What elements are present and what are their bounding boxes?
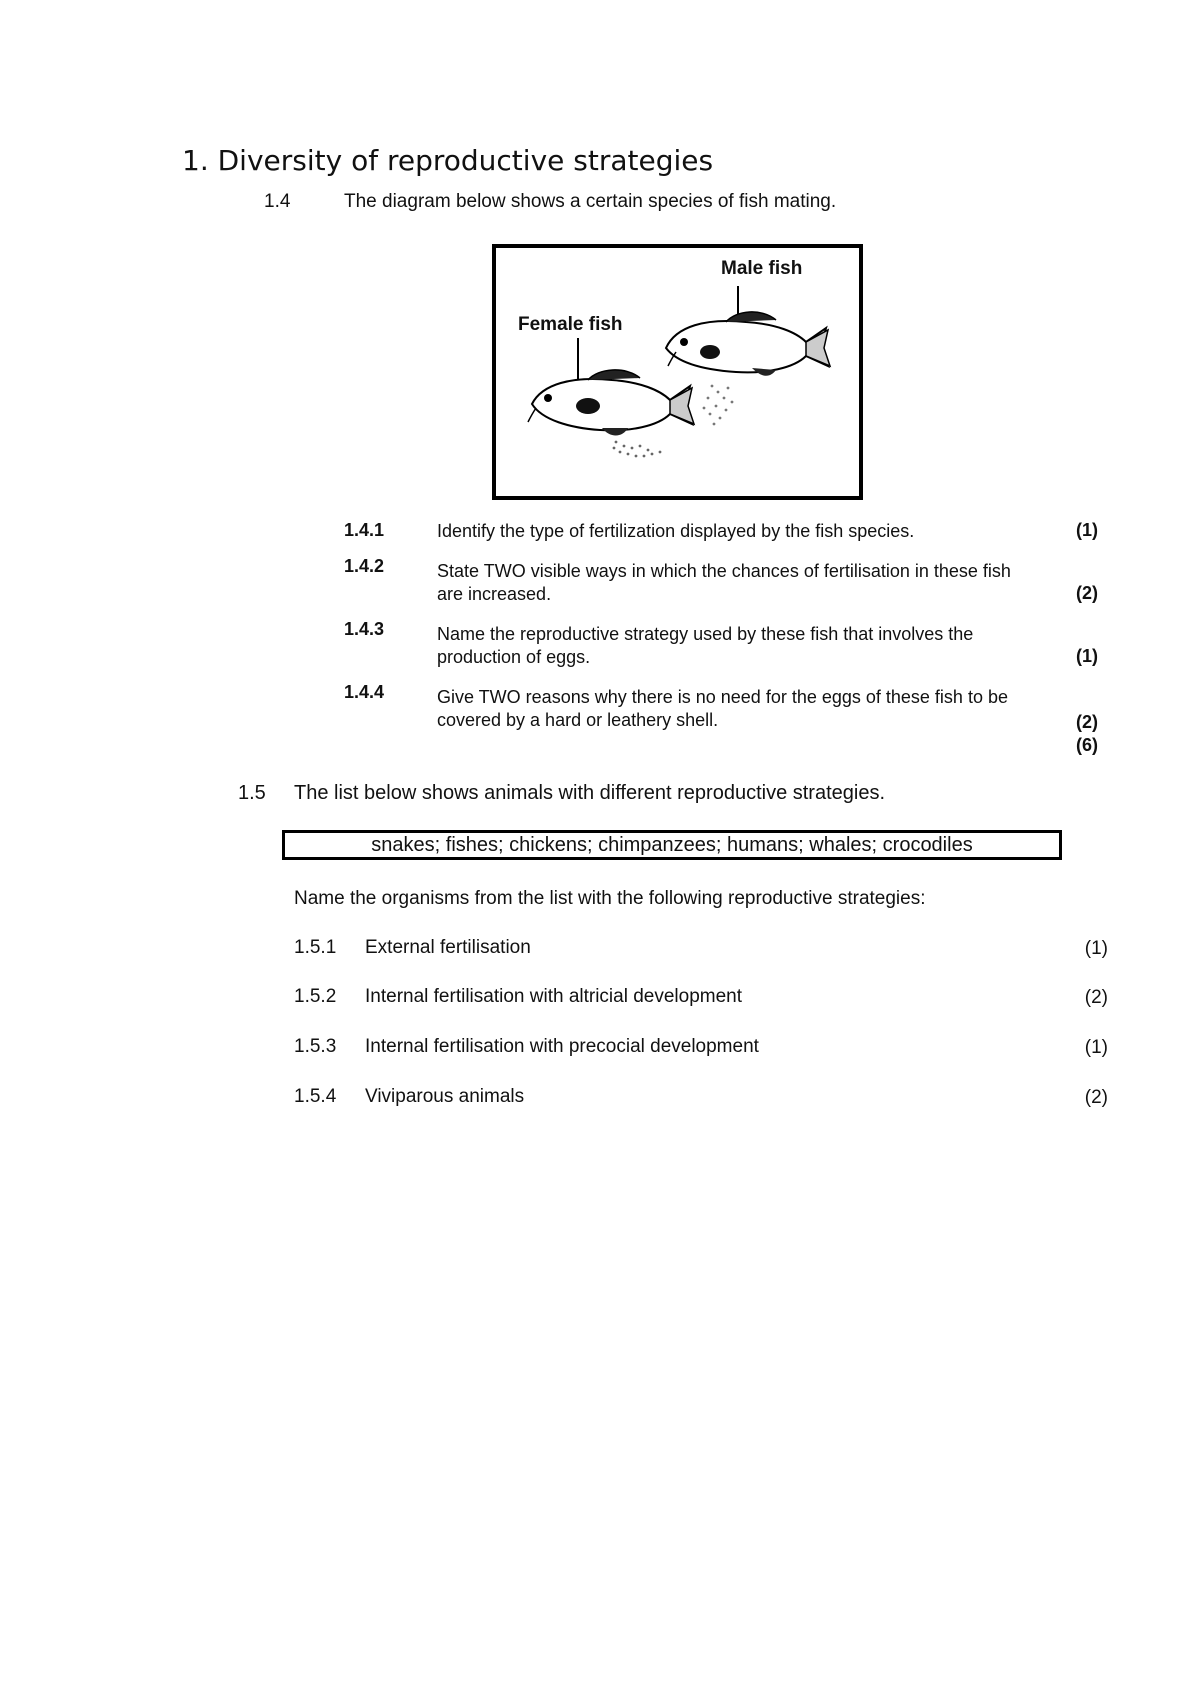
subquestion-text: Internal fertilisation with precocial development [365,1036,759,1057]
question-number: 1.4 [264,191,291,212]
mark: (1) [1084,938,1108,959]
mark: (2) [1076,712,1098,732]
subquestion-number: 1.4.4 [344,682,385,702]
subquestion-number: 1.5.4 [294,1086,337,1107]
subquestion-number: 1.5.1 [294,937,337,958]
mark: (2) [1076,583,1098,603]
instruction-text: Name the organisms from the list with the following reproductive strategies: [294,888,926,909]
mark: (2) [1084,987,1108,1008]
animal-list-box: snakes; fishes; chickens; chimpanzees; humans; whales; crocodiles [282,830,1062,860]
female-fish [528,370,694,436]
eggs [613,441,662,458]
subquestion-text: Viviparous animals [365,1086,525,1107]
sperm-cloud [703,385,734,426]
question-text: The list below shows animals with different reproductive strategies. [294,782,886,804]
male-fish-label: Male fish [721,258,803,279]
question-number: 1.5 [238,782,266,804]
subquestion-text: Internal fertilisation with altricial development [365,986,743,1007]
mark: (1) [1076,520,1098,540]
subquestion-text: External fertilisation [365,937,531,958]
mark: (1) [1076,646,1098,666]
female-fish-label: Female fish [518,314,623,335]
question-text: The diagram below shows a certain species of fish mating. [344,191,837,212]
subquestion-number: 1.5.3 [294,1036,337,1057]
subquestion-text: Name the reproductive strategy used by these fish that involves the production of eggs. [437,624,974,667]
fish-illustration [496,248,859,496]
subquestion-number: 1.4.2 [344,556,385,576]
subquestion-number: 1.4.3 [344,619,385,639]
subquestion-text: Give TWO reasons why there is no need for the eggs of these fish to be covered by a hard or leathery shell. [437,687,1008,730]
fish-mating-diagram [492,244,863,500]
subquestion-number: 1.5.2 [294,986,337,1007]
mark: (2) [1084,1087,1108,1108]
mark: (1) [1084,1037,1108,1058]
total-mark: (6) [1076,735,1098,755]
subquestion-text: Identify the type of fertilization displayed by the fish species. [437,521,915,541]
section-heading: 1. Diversity of reproductive strategies [182,144,714,177]
male-fish [666,312,830,376]
subquestion-text: State TWO visible ways in which the chances of fertilisation in these fish are increased. [437,561,1011,604]
subquestion-number: 1.4.1 [344,520,385,540]
